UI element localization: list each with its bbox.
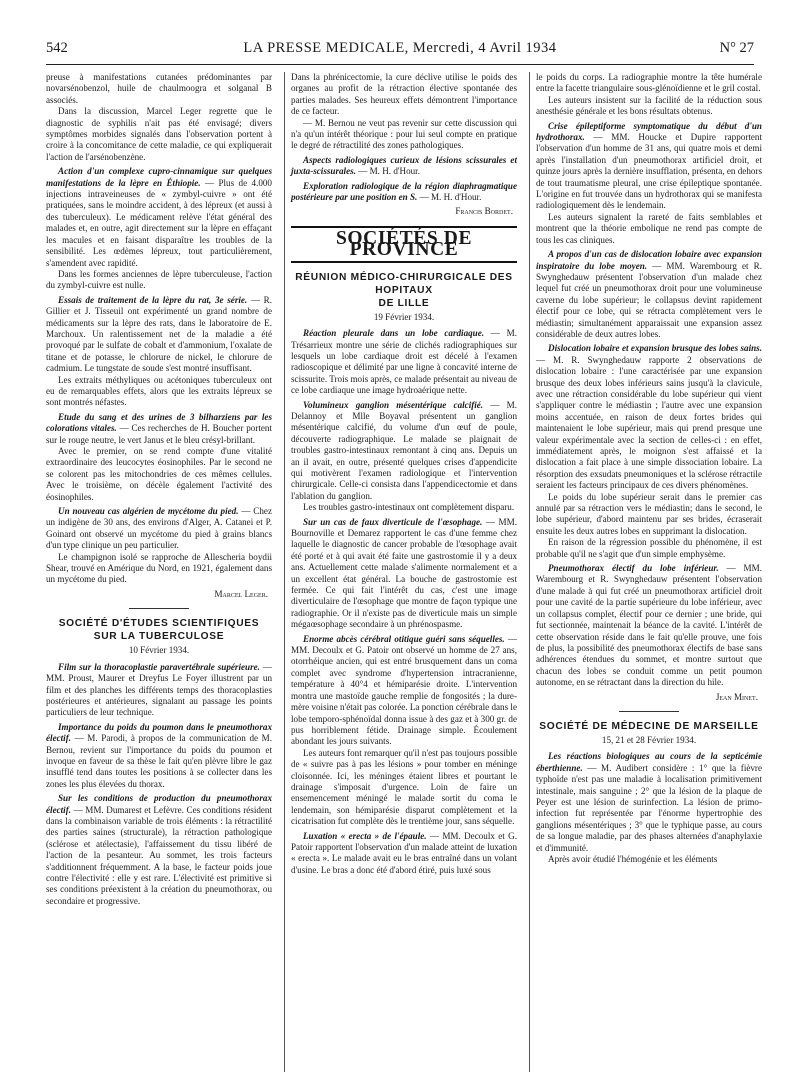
section-heading-line: DE LILLE bbox=[378, 297, 430, 309]
paragraph: Les auteurs insistent sur la facilité de la réduction sous anesthésie générale et les bons résultats obtenus. bbox=[536, 94, 762, 117]
article-body: — M. Trésarrieux montre une série de clichés radiographiques sur lesquels un lobe cardiaque droit est décelé à l'examen radioscopique et délimité par une ligne à concavité interne de scissurite. Trois mois après, ce malade présentait au niveau de ce lobe cardiaque une image hydroaérique nette. bbox=[291, 328, 517, 396]
separator-rule bbox=[619, 711, 679, 712]
section-heading: SOCIÉTÉ DE MÉDECINE DE MARSEILLE bbox=[539, 720, 759, 732]
section-heading bbox=[46, 617, 272, 643]
paragraph: Les auteurs font remarquer qu'il n'est pas toujours possible de « suivre pas à pas les lésions » pour tomber en méninge cloisonnée. Ici, les méninges étaient libres et pourtant le drainage s'imposait d'urgence. Loin de faire un ensemencement méningé le malade sortit du coma le lendemain, son hémiparésie disparut complètement et la cicatrisation fut complète dès le trentième jour, sans séquelle. bbox=[291, 747, 517, 827]
article-body: — M. H. d'Hour. bbox=[417, 192, 482, 203]
article bbox=[536, 751, 762, 854]
paragraph: Les extraits méthyliques ou acétoniques tuberculeux ont eu de remarquables effets, alors que les extraits lépreux se sont montrés néfastes. bbox=[46, 374, 272, 408]
article-title: Crise épileptiforme symptomatique du début d'un hydrothorax. bbox=[536, 120, 762, 143]
article-title: Réaction pleurale dans un lobe cardiaque. bbox=[303, 328, 485, 339]
signature: Francis Bordet. bbox=[455, 206, 513, 217]
article bbox=[46, 662, 272, 719]
column-2 bbox=[284, 72, 517, 1072]
section-heading-line: RÉUNION MÉDICO-CHIRURGICALE DES HOPITAUX bbox=[295, 271, 513, 296]
paragraph: Le poids du lobe supérieur serait dans le premier cas annulé par sa rétraction vers le médiastin; dans le second, le lobe supérieur, d'abord maintenu par ses brides, écraserait ensuite les deux autres lobes en supprimant la dislocation. bbox=[536, 491, 762, 536]
article-title: Enorme abcès cérébral otitique guéri sans séquelles. bbox=[303, 633, 505, 644]
paragraph: Les troubles gastro-intestinaux ont complètement disparu. bbox=[303, 502, 515, 513]
article-title: Volumineux ganglion mésentérique calcifié. bbox=[303, 399, 484, 410]
article-title: Un nouveau cas algérien de mycétome du pied. bbox=[58, 506, 239, 517]
article-body: — MM. Decoulx et G. Patoir ont observé un homme de 27 ans, otorrhéique ancien, qui est entré brusquement dans un coma complet avec syndrome d'hypertension intracranienne, température à 40°4 et hémiparésie droite. L'intervention montra une mastoïde gauche remplie de fongosités ; la dure-mère voisine n'était pas colorée. La ponction cérébrale dans le lobe temporo-sphénoïdal donna issue à des gaz et à 300 gr. de pus horriblement fétide. Drainage simple. Écoulement abondant les jours suivants. bbox=[291, 633, 517, 747]
article bbox=[291, 328, 517, 396]
article bbox=[291, 831, 517, 877]
paragraph: Les auteurs signalent la rareté de faits semblables et montrent que la théorie embolique ne rend pas compte de tous les cas cliniques. bbox=[536, 211, 762, 245]
paragraph: le poids du corps. La radiographie montre la tête humérale entre la facette triangulaire sous-glénoïdienne et le gril costal. bbox=[536, 72, 762, 94]
paragraph: Avec le premier, on se rend compte d'une vitalité extraordinaire des leucocytes éosinophiles. Par le second ne se colorent pas les mitochondries de ces mêmes cellules. Avec le troisième, on décèle également l'activité des éosinophiles. bbox=[46, 446, 272, 502]
column-1 bbox=[46, 72, 272, 1072]
article-title: Luxation « erecta » de l'épaule. bbox=[303, 830, 427, 841]
page-header bbox=[46, 40, 754, 62]
article bbox=[291, 155, 517, 178]
article bbox=[536, 563, 762, 688]
article-body: — M. Parodi, à propos de la communication de M. Bernou, revient sur l'importance du poids du poumon et invoque en faveur de sa thèse le fait qu'en plèvre libre le gaz insufflé tend dans toutes les positions à se collecter dans les zones les plus élevées du thorax. bbox=[46, 733, 272, 789]
article bbox=[536, 121, 762, 212]
article-title: Film sur la thoracoplastie paravertébrale supérieure. bbox=[58, 661, 260, 672]
article bbox=[46, 295, 272, 375]
article-body: — M. R. Swynghedauw rapporte 2 observations de dislocation lobaire : l'une caractérisée par une expansion brusque des deux lobes inférieurs sains jusqu'à la clavicule, avec une rétraction considérable du lobe supérieur qui vient s'appliquer contre le médiastin ; l'autre avec une expansion moins accentuée, en raison de deux fortes brides qui maintenaient le lobe supérieur, mais qui prend presque une valeur expérimentale avec la section de celles-ci : en effet, immédiatement après, le moignon s'est affaissé et la dislocation a fait place à une simple dissociation lobaire. La résorption des exsudats pneumoniques et la sclérose rétractile seraient les facteurs principaux de ces divers phénomènes. bbox=[536, 354, 762, 491]
article-title: Importance du poids du poumon dans le pneumothorax électif. bbox=[46, 721, 272, 744]
article-title: Action d'un complexe cupro-cinnamique sur quelques manifestations de la lèpre en Éthiopie. bbox=[46, 166, 272, 188]
article-title: A propos d'un cas de dislocation lobaire avec expansion inspiratoire du lobe moyen. bbox=[536, 249, 762, 271]
article bbox=[291, 181, 517, 204]
article-body: — MM. Houcke et Dupire rapportent l'observation d'un homme de 31 ans, qui quatre mois et demi après l'installation d'un pneumothorax artificiel droit, et quinze jours après la dernière insufflation, présenta, en dehors de tout traumatisme pleural, une crise épileptique spontanée. L'origine en fut trouvée dans un hydrothorax qui se manifesta radiologiquement dès le lendemain. bbox=[536, 132, 762, 211]
article-body: — M. Delannoy et Mlle Boyaval présentent un ganglion mésentérique calcifié, du volume d'un œuf de poule, découverte radiographique. Le malade se plaignait de troubles gastro-intestinaux remontant à cinq ans. Depuis un an il avait, en outre, présenté quelques crises d'appendicite qui motivèrent l'examen radiologique et l'intervention chirurgicale. Celle-ci consista dans l'appendicectomie et dans l'ablation du ganglion. bbox=[291, 399, 517, 501]
article-body: — Chez un indigène de 30 ans, des environs d'Alger, A. Catanei et P. Goinard ont observé un mycétome du pied à grains blancs d'un type clinique un peu particulier. bbox=[46, 506, 272, 551]
paragraph: Dans la phrénicectomie, la cure déclive utilise le poids des organes au profit de la rétraction élective spontanée des parties malades. Ses heureux effets démontrent l'importance de ce facteur. bbox=[291, 72, 517, 117]
article-title: Pneumothorax électif du lobe inférieur. bbox=[548, 563, 719, 574]
paragraph: Dans les formes anciennes de lèpre tuberculeuse, l'action du zymbyl-cuivre est nulle. bbox=[46, 268, 272, 291]
article-title: Sur un cas de faux diverticule de l'œsophage. bbox=[303, 516, 483, 527]
section-date: 19 Février 1934. bbox=[373, 311, 435, 322]
paragraph: preuse à manifestations cutanées prédominantes par novarsénobenzol, huile de chaulmoogra et solganal B associés. bbox=[46, 72, 272, 105]
column-3 bbox=[529, 72, 762, 1072]
paragraph: Le champignon isolé se rapproche de Allescheria boydii Shear, trouvé en Amérique du Nord, en 1921, également dans un mycétome du pied. bbox=[46, 551, 272, 585]
article-body: — M. Audibert considère : 1° que la fièvre typhoïde n'est pas une maladie à localisation primitivement intestinale, mais sanguine ; 2° que la lésion de la plaque de Peyer est une lésion de surinfection. La lésion de primo-infection fut représentée par l'énorme hypertrophie des ganglions mésentériques ; 3° que le typhique passe, au cours de sa longue maladie, par des phases alternées d'anaphylaxie et d'immunité. bbox=[536, 762, 762, 853]
article bbox=[291, 517, 517, 631]
section-heading-line: SOCIÉTÉ D'ÉTUDES SCIENTIFIQUES bbox=[58, 618, 260, 630]
article bbox=[46, 722, 272, 790]
article-title: Etude du sang et des urines de 3 bilharziens par les colorations vitales. bbox=[46, 411, 272, 434]
article-body: — Plus de 4.000 injections intraveineuses de « zymbyl-cuivre » ont été pratiquées, sans le moindre accident, à des lépreux (et aussi à des tuberculeux). Le médicament relève l'état général des malades et, en outre, agit directement sur la lèpre en effaçant les macules et en faisant disparaître les troubles de la sensibilité. Les œdèmes lépreux, tout particulièrement, s'amendent avec rapidité. bbox=[46, 177, 272, 268]
article-title: Les réactions biologiques au cours de la septicémie éberthienne. bbox=[536, 751, 762, 773]
article bbox=[46, 793, 272, 907]
section-heading-line: SUR LA TUBERCULOSE bbox=[93, 631, 225, 643]
article-title: Exploration radiologique de la région diaphragmatique postérieure par une position en S. bbox=[291, 180, 517, 203]
article-title: Sur les conditions de production du pneumothorax électif. bbox=[46, 793, 272, 815]
article-body: — M. H. d'Hour. bbox=[355, 166, 420, 177]
section-date: 10 Février 1934. bbox=[128, 645, 190, 656]
article bbox=[46, 506, 272, 552]
section-banner: SOCIÉTÉS DE PROVINCE bbox=[291, 226, 517, 263]
article-title: Essais de traitement de la lèpre du rat, 3e série. bbox=[58, 294, 248, 305]
article-body: — R. Gillier et J. Tisseuil ont expérimenté un grand nombre de médicaments sur la lèpre des rats, dans le laboratoire de E. Marchoux. Un ralentissement net de la maladie a été provoqué par le sulfate de cobalt et d'ammonium, l'oxalate de titane et de potasse, le chlorure de nickel, le chlorure de cadmium. Le tungstate de soude s'est montré insuffisant. bbox=[46, 294, 272, 374]
article-body: — MM. Warembourg et R. Swynghedauw présentent l'observation d'une malade à qui fut créé un pneumothorax artificiel droit pour une cavité de la partie supérieure du lobe inférieur, avec un collapsus complet, électif pour ce dernier ; une bride, qui fut sectionnée, maintenait la béance de la cavité. L'intérêt de cette observation réside dans le fait qu'elle prouve, une fois de plus, la possibilité des pneumothorax électifs de base sans adhérences étendues du sommet, et montre surtout que chacun des lobes se conduit comme un petit poumon autonome, en se rétractant dans la direction du hile. bbox=[536, 563, 762, 688]
page-number: 542 bbox=[46, 40, 68, 56]
article bbox=[46, 166, 272, 269]
separator-rule bbox=[129, 608, 189, 609]
article bbox=[536, 249, 762, 340]
signature: Marcel Leger. bbox=[214, 588, 268, 599]
paragraph: Après avoir étudié l'hémogénie et les éléments bbox=[548, 854, 718, 864]
article-body: — MM. Bournoville et Demarez rapportent le cas d'une femme chez laquelle le diagnostic de cancer probable de l'œsophage avait été porté et à qui avait été faite une gastrostomie il y a deux ans. Actuellement cette malade s'alimente normalement et a un excellent état général. La bouche de gastrostomie est fermée. Ce qui fait l'intérêt du cas, c'est une image diverticulaire de l'œsophage que montre de façon typique une radiographie. Or il n'existe pas de diverticule mais un simple mégaœsophage secondaire à un phrénospasme. bbox=[291, 516, 517, 630]
article-body: — MM. Proust, Maurer et Dreyfus Le Foyer illustrent par un film et des planches les différents temps des thoracoplasties postérieures et antérieures, signalant au passage les points particuliers de leur technique. bbox=[46, 661, 272, 718]
article bbox=[291, 634, 517, 748]
columns bbox=[46, 72, 762, 1072]
article-body: — MM. Warembourg et R. Swynghedauw présentent l'observation d'un malade chez lequel fut créé un pneumothorax droit pour une volumineuse caverne du lobe supérieur; le collapsus devint rapidement électif pour ce lobe, qui se rétracta complètement vers le médiastin; simultanément apparaissait une expansion assez considérable de deux autres lobes. bbox=[536, 260, 762, 339]
article-title: Dislocation lobaire et expansion brusque des lobes sains. bbox=[548, 343, 762, 354]
section-heading bbox=[291, 271, 517, 310]
paragraph: En raison de la régression possible du phénomène, il est probable qu'il ne s'agit que d'un simple emphysème. bbox=[536, 537, 762, 559]
header-rule bbox=[46, 64, 754, 65]
article-title: Aspects radiologiques curieux de lésions scissurales et juxta-scissurales. bbox=[291, 154, 517, 177]
paragraph: Dans la discussion, Marcel Leger regrette que le diagnostic de syphilis n'ait pas été envisagé; divers symptômes morbides signalés dans l'observation portent à croire à la concomitance de cette maladie, ce qui expliquerait l'action de l'arsénobenzène. bbox=[46, 106, 272, 162]
article bbox=[291, 400, 517, 503]
article-body: — MM. Dumarest et Lefèvre. Ces conditions résident dans la combinaison variable de trois éléments : la rétractilité des parties saines (structurale), la rétraction pathologique (sclérose et atélectasie), l'affaissement du tissu libéré de l'action de la pesanteur. Au sommet, les trois facteurs s'additionnent fréquemment. A la base, le facteur poids joue contre l'électivité : elle y est rare. L'électivité est primitive si ses conditions préexistent à la création du pneumothorax, ou secondaire et progressive. bbox=[46, 804, 272, 906]
article bbox=[536, 343, 762, 491]
signature: Jean Minet. bbox=[715, 691, 758, 702]
article-body: — MM. Decoulx et G. Patoir rapportent l'observation d'un malade atteint de luxation « erecta ». Le malade avait eu le bras entraîné dans un volant d'usine. Le bras a donc été d'abord étiré, puis luxé sous bbox=[291, 830, 517, 875]
paragraph: — M. Bernou ne veut pas revenir sur cette discussion qui n'a qu'un intérêt théorique : pour lui seul compte en pratique le degré de rétractilité des zones pathologiques. bbox=[291, 117, 517, 151]
article bbox=[46, 412, 272, 446]
section-date: 15, 21 et 28 Février 1934. bbox=[601, 734, 697, 745]
article-body: — Ces recherches de H. Boucher portent sur le rouge neutre, le vert Janus et le bleu crésyl-brillant. bbox=[46, 423, 272, 445]
issue-number: N° 27 bbox=[719, 40, 754, 56]
journal-title: LA PRESSE MEDICALE, Mercredi, 4 Avril 1934 bbox=[243, 40, 557, 56]
